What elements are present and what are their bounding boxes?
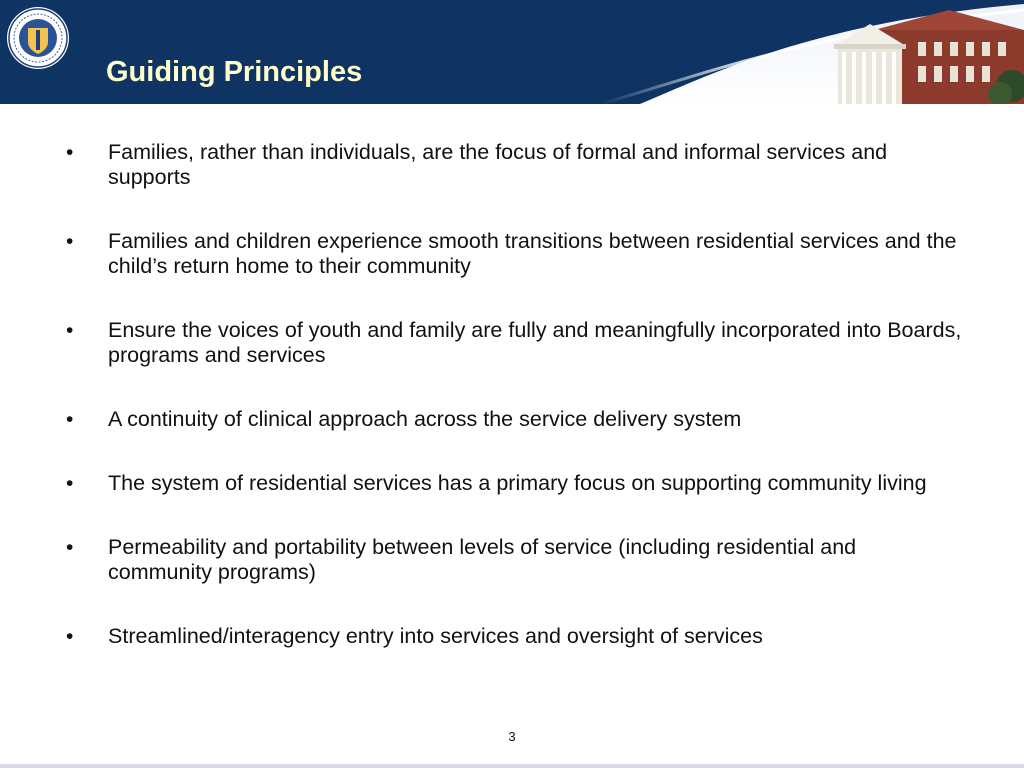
page-title: Guiding Principles (106, 56, 363, 88)
bullet-text: A continuity of clinical approach across the service delivery system (108, 407, 742, 431)
list-item (64, 535, 964, 585)
list-item (64, 229, 964, 279)
bullet-icon: • (66, 230, 74, 253)
bullet-icon: • (66, 319, 74, 342)
list-item (64, 318, 964, 368)
bullet-text: The system of residential services has a primary focus on supporting community living (108, 471, 927, 495)
bullet-text: Streamlined/interagency entry into services and oversight of services (108, 624, 763, 648)
bullet-icon: • (66, 408, 74, 431)
list-item (64, 471, 964, 496)
bullet-text: Ensure the voices of youth and family are fully and meaningfully incorporated into Boards, programs and services (108, 318, 962, 367)
bullet-icon: • (66, 625, 74, 648)
bullet-icon: • (66, 141, 74, 164)
bullet-text: Permeability and portability between levels of service (including residential and community programs) (108, 535, 857, 584)
bullet-list (64, 140, 964, 688)
state-house-building-icon (824, 0, 1024, 104)
list-item (64, 140, 964, 190)
header-banner (0, 0, 1024, 104)
bullet-icon: • (66, 472, 74, 495)
footer-divider (0, 764, 1024, 768)
page-number: 3 (508, 729, 516, 744)
bullet-text: Families and children experience smooth transitions between residential services and the child’s return home to their community (108, 229, 957, 278)
bullet-icon: • (66, 536, 74, 559)
list-item (64, 407, 964, 432)
list-item (64, 624, 964, 649)
massachusetts-seal-icon (6, 6, 70, 70)
bullet-text: Families, rather than individuals, are the focus of formal and informal services and supports (108, 140, 888, 189)
